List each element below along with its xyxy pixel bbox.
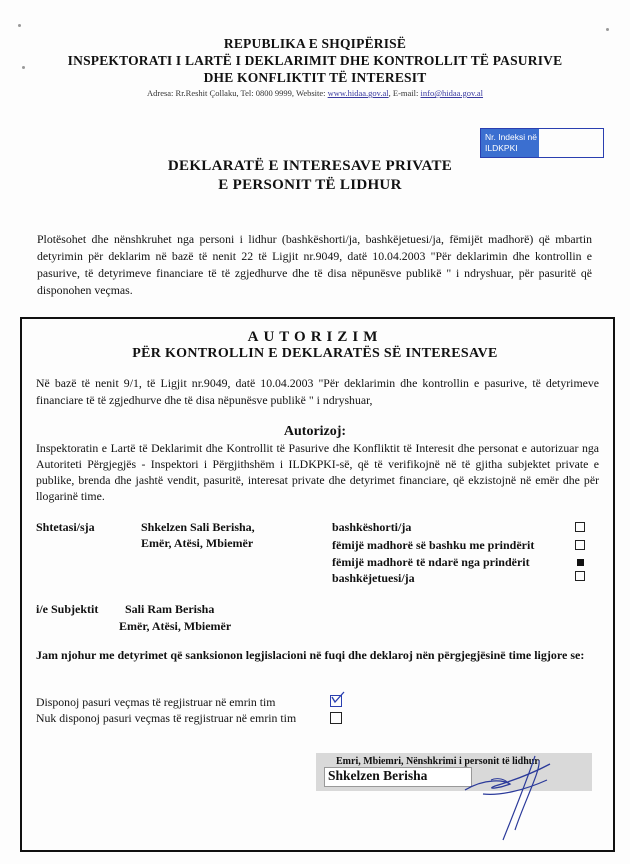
index-number-field[interactable] (539, 129, 603, 157)
relation-cohabitant-checkbox[interactable] (575, 571, 585, 581)
checkmark-icon (330, 691, 346, 705)
citizen-label: Shtetasi/sja (36, 520, 95, 534)
index-number-box (480, 128, 604, 158)
header-conflict: DHE KONFLIKTIT TË INTERESIT (203, 70, 427, 85)
asset-has-checkbox[interactable] (330, 695, 342, 707)
citizen-name: Shkelzen Sali Berisha, (141, 520, 255, 534)
authorization-subheading: PËR KONTROLLIN E DEKLARATËS SË INTERESAVE (132, 346, 498, 361)
handwritten-signature (455, 750, 565, 850)
relation-spouse-checkbox[interactable] (575, 522, 585, 532)
authorization-basis: Në bazë të nenit 9/1, të Ligjit nr.9049, datë 10.04.2003 "Për deklarimin dhe kontrollin e pasurive, të detyrimeve financiare të të zgjedhurve dhe të disa nëpunësve publikë " i ndryshuar, (36, 376, 599, 407)
asset-none-checkbox[interactable] (330, 712, 342, 724)
declaration-title-line1: DEKLARATË E INTERESAVE PRIVATE (167, 158, 453, 174)
signature-caption: Emri, Mbiemri, Nënshkrimi i personit të lidhur (336, 756, 539, 767)
subject-label: i/e Subjektit (36, 602, 99, 616)
index-number-label: Nr. Indeksi në ILDKPKI (481, 129, 539, 157)
header-inspectorate: INSPEKTORATI I LARTË I DEKLARIMIT DHE KONTROLLIT TË PASURIVE (67, 53, 563, 68)
authorize-label: Autorizoj: (283, 424, 347, 439)
relation-adult-child-separate-label: fëmijë madhorë të ndarë nga prindërit (332, 555, 530, 569)
subject-name: Sali Ram Berisha (125, 602, 215, 616)
citizen-name-caption: Emër, Atësi, Mbiemër (141, 536, 254, 550)
relation-spouse-label: bashkëshorti/ja (332, 520, 412, 534)
header-address (0, 88, 630, 98)
authorize-text: Inspektoratin e Lartë të Deklarimit dhe Kontrollit të Pasurive dhe Konfliktit të Interesit dhe personat e autorizuar nga Autoriteti Përgjegjës - Inspektori i Përgjithshëm i ILDKPKI-së, që të verifikojnë në të gjitha subjektet private e publike, brenda dhe jashtë vendit, pasuritë, interesat private dhe detyrimet financiare, që ekzistojnë në emër dhe për llogarinë time. (36, 441, 599, 503)
relation-adult-child-with-parents-checkbox[interactable] (575, 540, 585, 550)
scan-dot (18, 24, 21, 27)
email-link[interactable]: info@hidaa.gov.al (420, 88, 484, 98)
subject-name-caption: Emër, Atësi, Mbiemër (119, 619, 232, 633)
signature-name: Shkelzen Berisha (328, 768, 428, 783)
scan-dot (22, 66, 25, 69)
relation-adult-child-separate-checkbox[interactable] (577, 559, 584, 566)
relation-cohabitant-label: bashkëjetuesi/ja (332, 571, 415, 585)
intro-paragraph: Plotësohet dhe nënshkruhet nga personi i lidhur (bashkëshorti/ja, bashkëjetuesi/ja, fëmijët madhorë) që mbartin detyrimin për deklarim në bazë të nenit 22 të Ligjit nr.9049, datë 10.04.2003 "Për deklarimin dhe kontrollin e pasurive, të detyrimeve financiare të të zgjedhurve dhe të disa nëpunësve publikë " i ndryshuar, për pasuritë që disponohen veçmas. (37, 232, 592, 297)
asset-has-label: Disponoj pasuri veçmas të regjistruar në emrin tim (36, 695, 276, 709)
email-prefix: , E-mail: (388, 88, 419, 98)
header-republic: REPUBLIKA E SHQIPËRISË (223, 36, 407, 51)
scan-dot (606, 28, 609, 31)
website-link[interactable]: www.hidaa.gov.al (327, 88, 389, 98)
declaration-title-line2: E PERSONIT TË LIDHUR (218, 177, 402, 193)
relation-adult-child-with-parents-label: fëmijë madhorë së bashku me prindërit (332, 538, 535, 552)
asset-none-label: Nuk disponoj pasuri veçmas të regjistruar në emrin tim (36, 711, 297, 725)
authorization-heading: AUTORIZIM (247, 329, 383, 345)
legal-notice: Jam njohur me detyrimet që sanksionon legjislacioni në fuqi dhe deklaroj nën përgjegjësinë time ligjore se: (36, 648, 585, 662)
address-text: Adresa: Rr.Reshit Çollaku, Tel: 0800 9999, Website: (146, 88, 326, 98)
